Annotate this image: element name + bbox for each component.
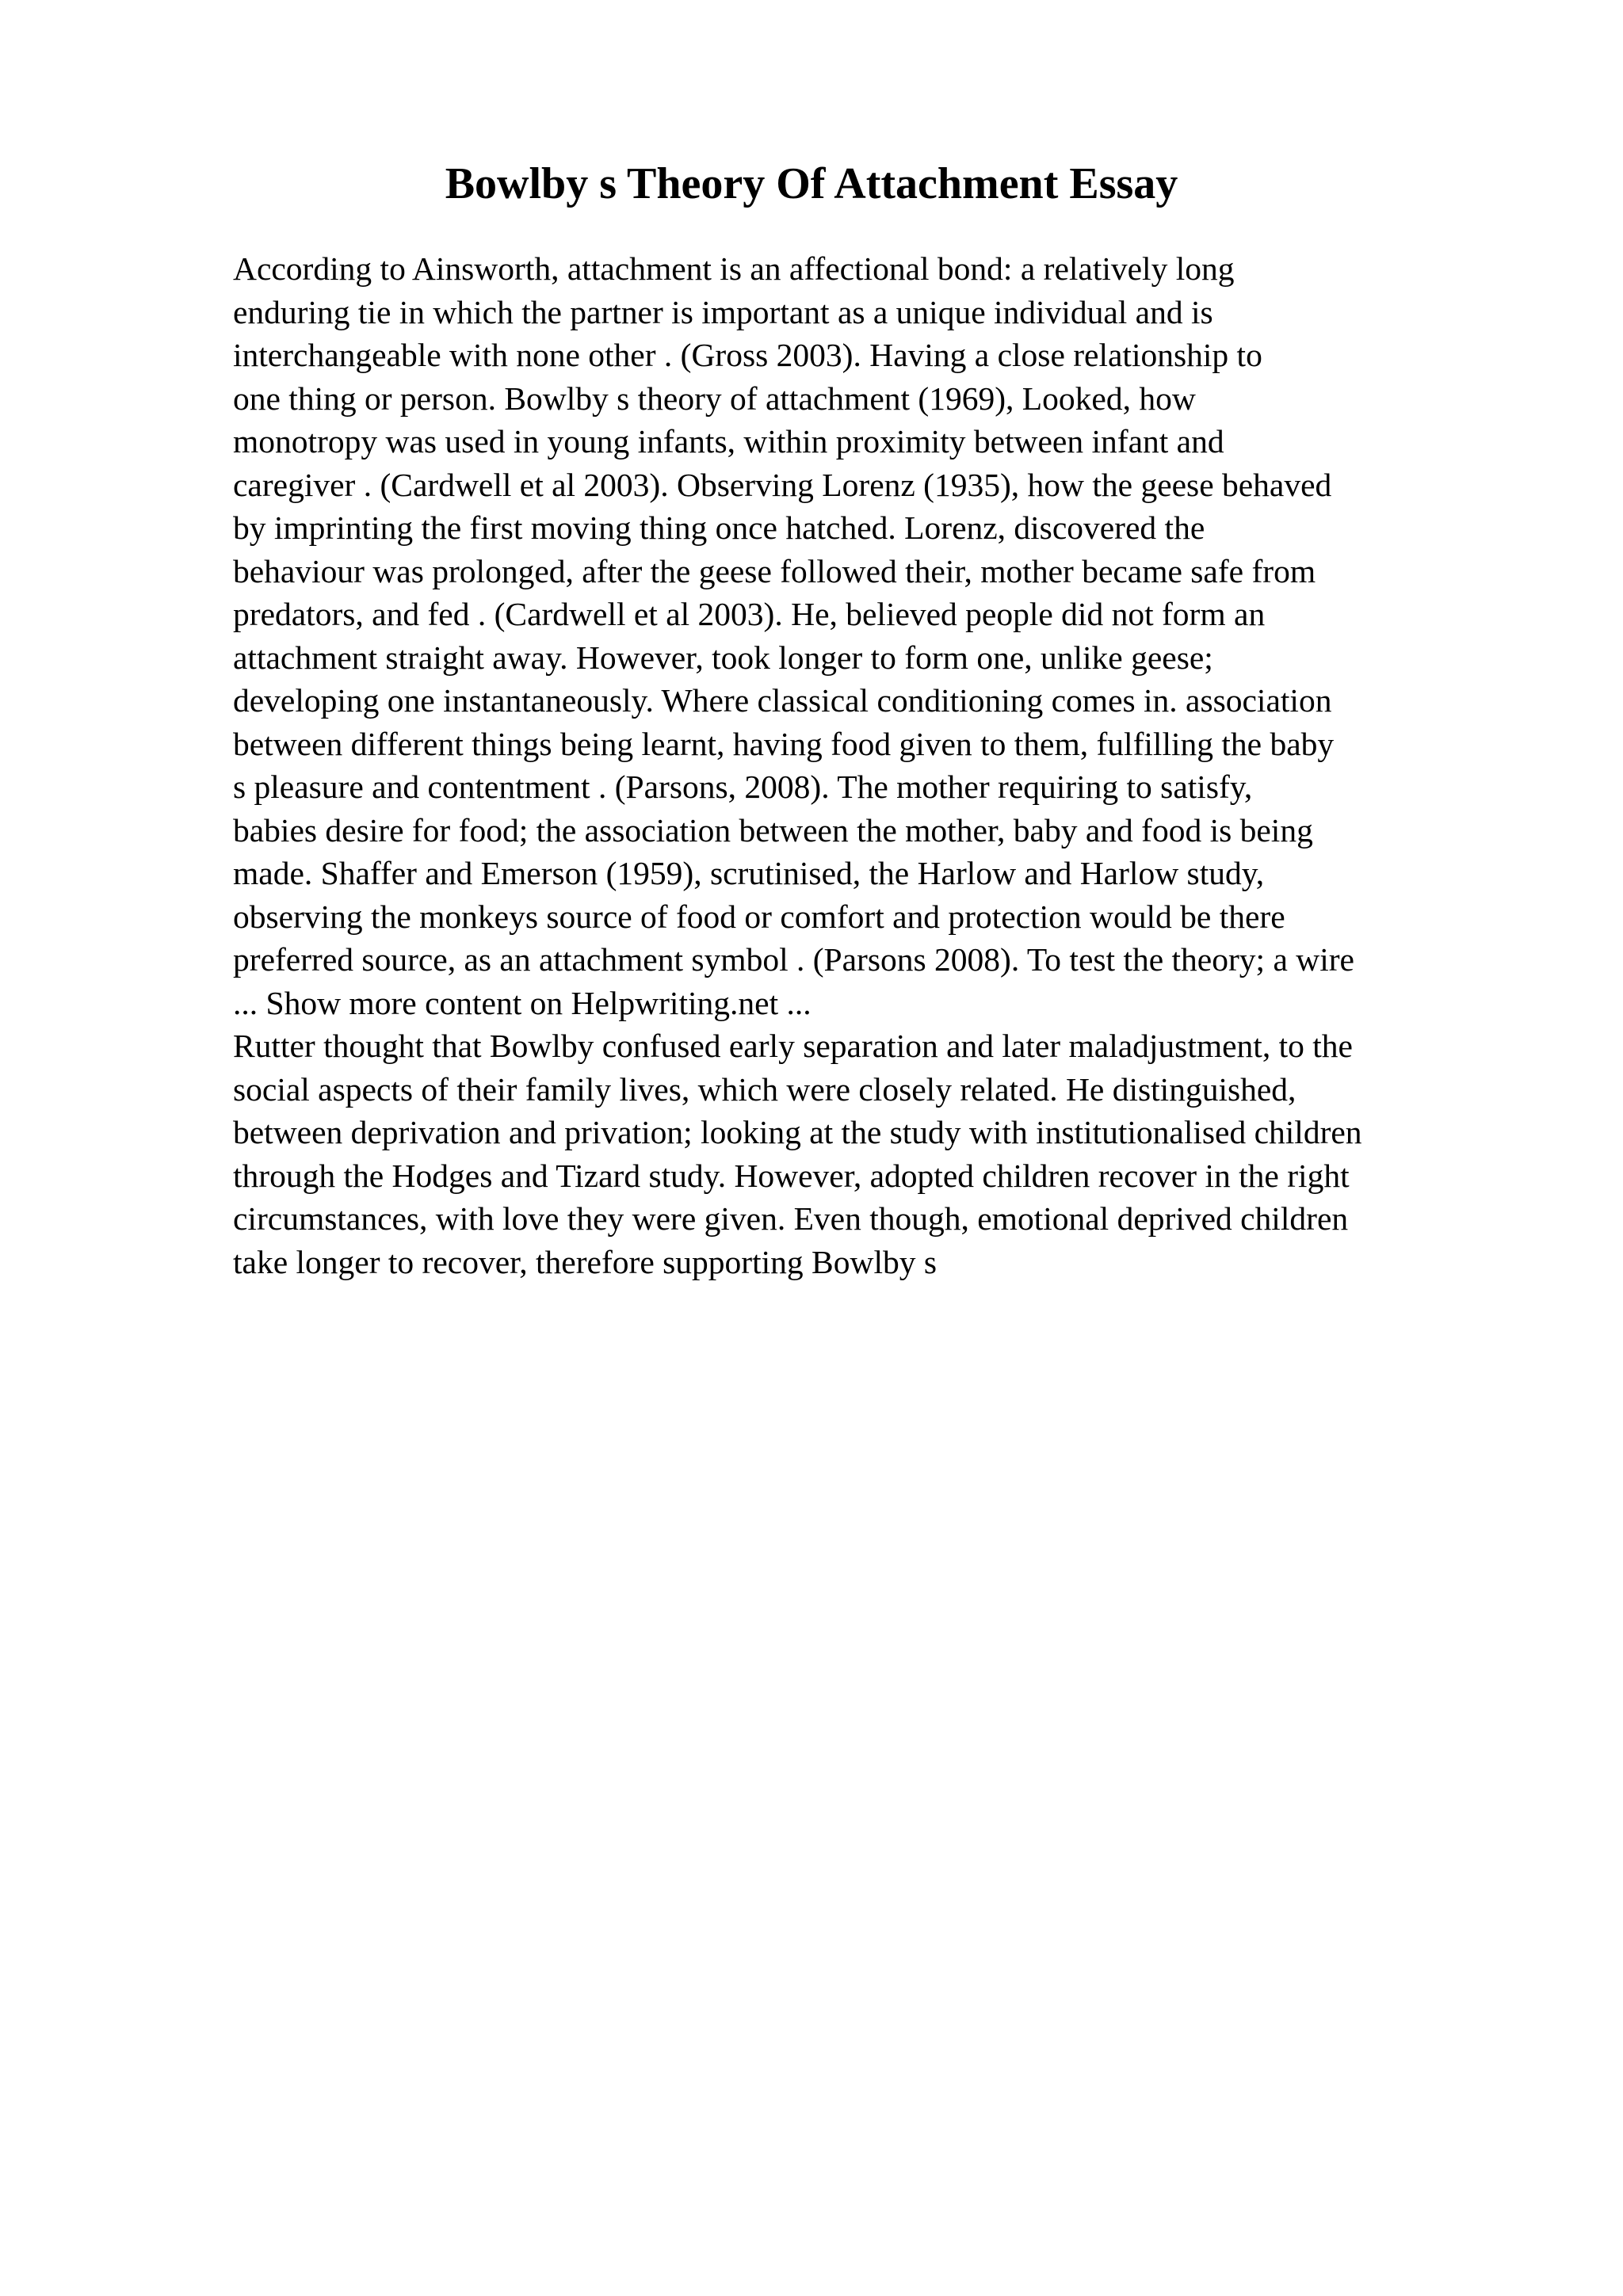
essay-line: attachment straight away. However, took longer to form one, unlike geese;	[233, 639, 1213, 676]
essay-line: by imprinting the first moving thing once hatched. Lorenz, discovered the	[233, 509, 1205, 546]
essay-line: Rutter thought that Bowlby confused early separation and later maladjustment, to the	[233, 1028, 1353, 1064]
essay-line: babies desire for food; the association between the mother, baby and food is being	[233, 811, 1313, 849]
essay-line: interchangeable with none other . (Gross 2003). Having a close relationship to	[233, 337, 1262, 373]
essay-line: predators, and fed . (Cardwell et al 2003). He, believed people did not form an	[233, 596, 1266, 632]
essay-line: between different things being learnt, having food given to them, fulfilling the baby	[233, 725, 1335, 762]
document-title: Bowlby s Theory Of Attachment Essay	[445, 159, 1178, 208]
essay-line: behaviour was prolonged, after the geese followed their, mother became safe from	[233, 552, 1316, 589]
essay-line: made. Shaffer and Emerson (1959), scrutinised, the Harlow and Harlow study,	[233, 855, 1265, 891]
essay-line: enduring tie in which the partner is important as a unique individual and is	[233, 293, 1213, 330]
essay-line: through the Hodges and Tizard study. However, adopted children recover in the right	[233, 1157, 1350, 1194]
essay-line: monotropy was used in young infants, within proximity between infant and	[233, 423, 1224, 460]
essay-line: According to Ainsworth, attachment is an affectional bond: a relatively long	[233, 250, 1235, 287]
essay-line: between deprivation and privation; looking at the study with institutionalised children	[233, 1114, 1362, 1150]
essay-body	[233, 247, 1533, 1283]
essay-line: take longer to recover, therefore supporting Bowlby s	[233, 1243, 938, 1280]
essay-line: s pleasure and contentment . (Parsons, 2008). The mother requiring to satisfy,	[233, 769, 1253, 805]
essay-line: developing one instantaneously. Where classical conditioning comes in. association	[233, 682, 1332, 719]
essay-line: circumstances, with love they were given. Even though, emotional deprived children	[233, 1200, 1349, 1237]
essay-line: social aspects of their family lives, which were closely related. He distinguished,	[233, 1070, 1296, 1108]
essay-line: one thing or person. Bowlby s theory of attachment (1969), Looked, how	[233, 379, 1196, 417]
essay-line: preferred source, as an attachment symbol . (Parsons 2008). To test the theory; a wire	[233, 941, 1354, 978]
essay-line: observing the monkeys source of food or comfort and protection would be there	[233, 898, 1285, 935]
show-more-link[interactable]: ... Show more content on Helpwriting.net ...	[233, 984, 812, 1021]
essay-line: caregiver . (Cardwell et al 2003). Observing Lorenz (1935), how the geese behaved	[233, 466, 1332, 503]
